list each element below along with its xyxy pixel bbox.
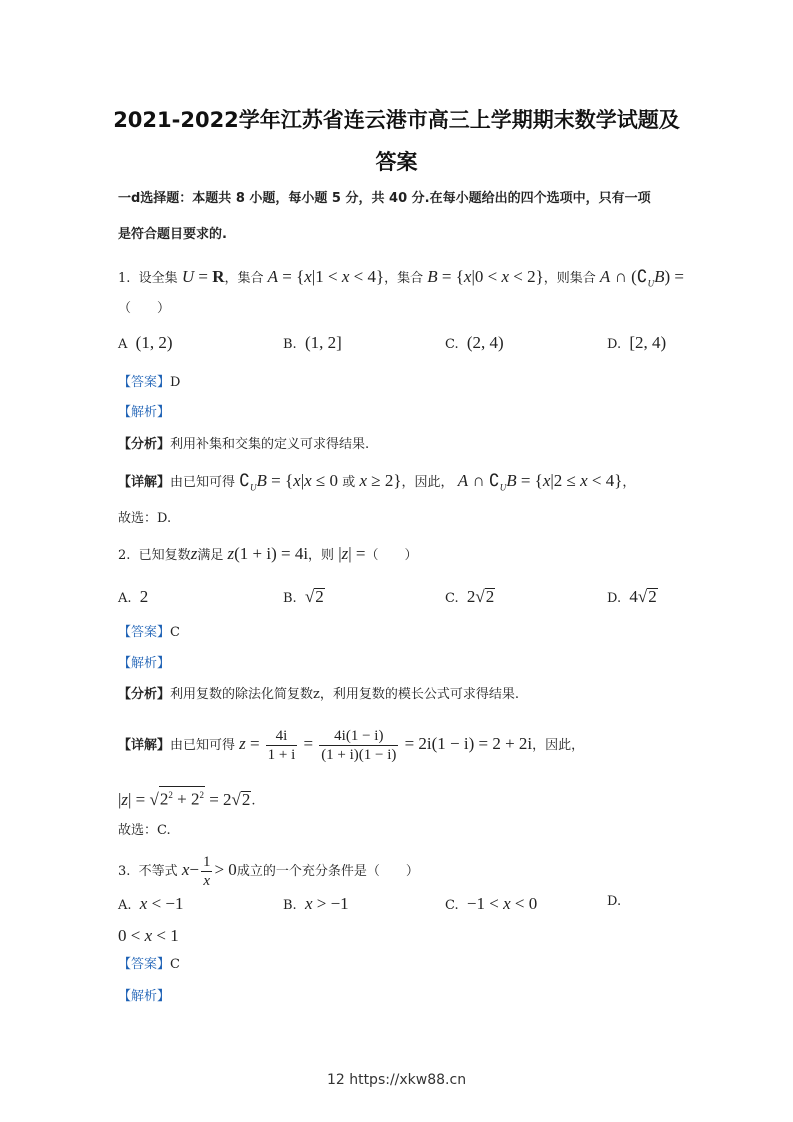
- q3-option-d: D.: [607, 894, 622, 909]
- page-title-line2: 答案: [375, 150, 418, 174]
- q2-answer: 【答案】C: [118, 625, 180, 640]
- q2-analysis-label: 【解析】: [118, 656, 171, 671]
- q2-fenxi: 【分析】利用复数的除法化简复数z，利用复数的模长公式可求得结果.: [118, 687, 519, 702]
- section-instructions-line1: 一d选择题：本题共 8 小题，每小题 5 分，共 40 分.在每小题给出的四个选项中，只有一项: [118, 191, 651, 206]
- q1-option-b: B. (1, 2]: [283, 333, 342, 352]
- q3-answer: 【答案】C: [118, 957, 180, 972]
- q1-analysis-label: 【解析】: [118, 405, 171, 420]
- q1-option-a: A (1, 2): [118, 333, 173, 352]
- q3-analysis-label: 【解析】: [118, 989, 171, 1004]
- page-title-line1: 2021-2022学年江苏省连云港市高三上学期期末数学试题及: [113, 108, 680, 132]
- q2-modulus: $|z| = √2^2 + 2^2 = 2√2$.: [118, 786, 678, 811]
- q2-option-b: B. √2: [283, 587, 324, 606]
- q2-option-d: D. 4√2: [607, 587, 657, 606]
- q1-answer: 【答案】D: [118, 375, 181, 390]
- q3-option-a: A. x < −1: [118, 894, 184, 913]
- q2-option-c: C. 2√2: [445, 587, 495, 606]
- page-footer: 12 https://xkw88.cn: [326, 1072, 467, 1088]
- q1-option-d: D. [2, 4): [607, 333, 667, 352]
- q3-option-b: B. x > −1: [283, 894, 349, 913]
- question-2-stem: 2. 已知复数z满足 z(1 + i) = 4i，则 |z| =（ ）: [118, 544, 418, 563]
- q1-conclusion: 故选：D.: [118, 511, 172, 526]
- q3-option-d-value: 0 < x < 1: [118, 926, 179, 945]
- question-3-stem: 3. 不等式 x− $\frac{1}{x}$ > 0成立的一个充分条件是（ ）: [118, 854, 419, 889]
- q1-fenxi: 【分析】利用补集和交集的定义可求得结果.: [118, 437, 370, 452]
- q2-detail: 【详解】由已知可得 z = $\frac{4i}{1 + i}$ = $\frac{4i(1 - i)}{(1 + i)(1 - i)}$ = 2i(1 − i) = 2 + 2i，因此，: [118, 728, 585, 763]
- q1-detail: 【详解】由已知可得 $∁_UB = \{x|x \le 0$ 或 x ≥ 2}，因此， A ∩ $∁_UB = \{x|2 \le x < 4\}$，: [118, 471, 636, 493]
- q2-conclusion: 故选：C.: [118, 823, 171, 838]
- question-1-stem: 1. 设全集 U = R，集合 A = {x|1 < x < 4}，集合 B = {x|0 < x < 2}，则集合 A ∩ $(∁_UB)$ =: [118, 267, 684, 289]
- question-1-paren: （ ）: [118, 301, 171, 316]
- q3-option-c: C. −1 < x < 0: [445, 894, 538, 913]
- section-instructions-line2: 是符合题目要求的.: [118, 227, 227, 242]
- q1-option-c: C. (2, 4): [445, 333, 504, 352]
- q2-option-a: A. 2: [118, 587, 149, 606]
